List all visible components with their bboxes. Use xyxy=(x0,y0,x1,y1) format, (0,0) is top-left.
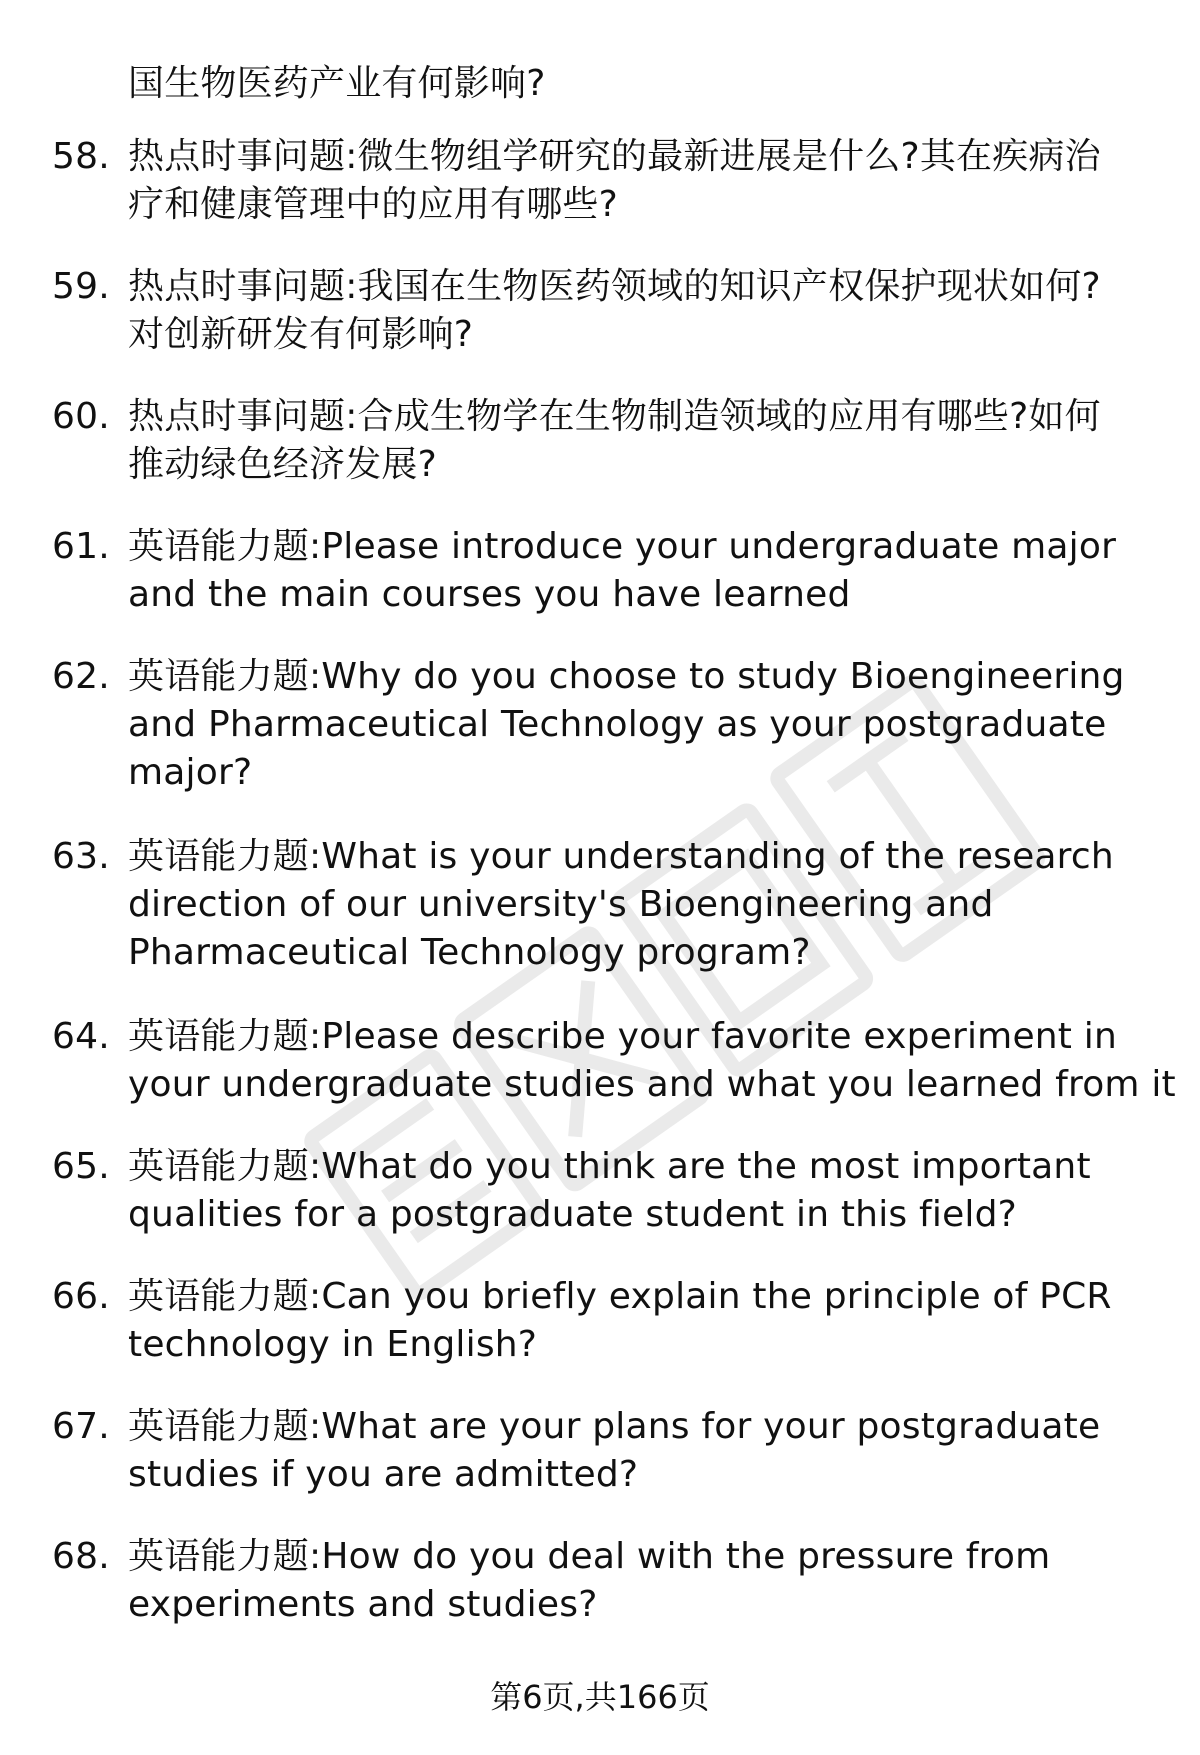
question-text-line: 英语能力题:What do you think are the most important xyxy=(128,1146,1091,1187)
question-text-line: major? xyxy=(128,752,253,793)
question-text-line: 英语能力题:Why do you choose to study Bioengineering xyxy=(128,656,1125,697)
question-number: 67. xyxy=(52,1406,110,1447)
question-text-line: studies if you are admitted? xyxy=(128,1454,639,1495)
question-number: 65. xyxy=(52,1146,110,1187)
question-text-line: 英语能力题:Please describe your favorite experiment in xyxy=(128,1016,1117,1057)
question-number: 64. xyxy=(52,1016,110,1057)
question-text-line: 推动绿色经济发展? xyxy=(128,444,437,485)
page-number: 第6页,共166页 xyxy=(490,1678,710,1716)
question-text-line: technology in English? xyxy=(128,1324,538,1365)
question-text-line: 热点时事问题:合成生物学在生物制造领域的应用有哪些?如何 xyxy=(128,396,1101,437)
question-text-line: 英语能力题:Please introduce your undergraduate major xyxy=(128,526,1117,567)
question-text-line: your undergraduate studies and what you learned from it xyxy=(128,1064,1176,1105)
question-text-line: 疗和健康管理中的应用有哪些? xyxy=(128,184,618,225)
question-text-line: 热点时事问题:微生物组学研究的最新进展是什么?其在疾病治 xyxy=(128,136,1101,177)
question-number: 59. xyxy=(52,266,110,307)
question-number: 62. xyxy=(52,656,110,697)
question-text-line: 英语能力题:Can you briefly explain the principle of PCR xyxy=(128,1276,1112,1317)
question-text-line: and Pharmaceutical Technology as your postgraduate xyxy=(128,704,1107,745)
question-text-line: 英语能力题:What is your understanding of the research xyxy=(128,836,1114,877)
question-text-line: 热点时事问题:我国在生物医药领域的知识产权保护现状如何? xyxy=(128,266,1101,307)
question-number: 58. xyxy=(52,136,110,177)
question-text-line: 国生物医药产业有何影响? xyxy=(128,63,546,104)
question-text-line: 英语能力题:How do you deal with the pressure from xyxy=(128,1536,1051,1577)
question-number: 61. xyxy=(52,526,110,567)
question-text-line: 英语能力题:What are your plans for your postgraduate xyxy=(128,1406,1101,1447)
question-number: 68. xyxy=(52,1536,110,1577)
question-text-line: and the main courses you have learned xyxy=(128,574,851,615)
question-text-line: direction of our university's Bioengineering and xyxy=(128,884,994,925)
question-text-line: 对创新研发有何影响? xyxy=(128,314,474,355)
question-number: 60. xyxy=(52,396,110,437)
question-text-line: Pharmaceutical Technology program? xyxy=(128,932,811,973)
question-text-line: qualities for a postgraduate student in this field? xyxy=(128,1194,1017,1235)
question-text-line: experiments and studies? xyxy=(128,1584,598,1625)
question-number: 63. xyxy=(52,836,110,877)
question-number: 66. xyxy=(52,1276,110,1317)
